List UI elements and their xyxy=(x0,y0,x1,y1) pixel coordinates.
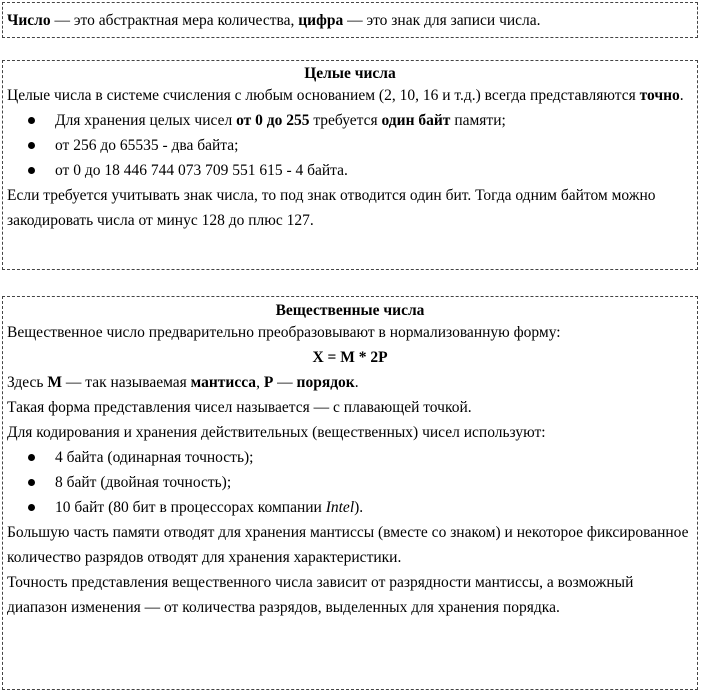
integers-list xyxy=(7,108,693,183)
reals-line1: Вещественное число предварительно преобразовывают в нормализованную форму: xyxy=(7,324,561,341)
list-item xyxy=(7,445,693,470)
item-emphasis: один байт xyxy=(381,112,451,129)
term-digit: цифра xyxy=(298,12,344,29)
reals-para2: Точность представления вещественного числа зависит от разрядности мантиссы, а возможный диапазон изменения — от количества разрядов, выделенных для хранения порядка. xyxy=(7,574,634,616)
item-text: 4 байта (одинарная точность); xyxy=(55,449,254,466)
item-text: от 0 до 18 446 744 073 709 551 615 - 4 байта. xyxy=(55,162,348,179)
list-item xyxy=(7,470,693,495)
line-emphasis: порядок xyxy=(296,374,355,391)
bullet-icon xyxy=(28,504,35,511)
item-text: от 256 до 65535 - два байта; xyxy=(55,137,239,154)
line-emphasis: P xyxy=(263,374,274,391)
list-item xyxy=(7,133,693,158)
intro-emphasis: точно xyxy=(639,87,680,104)
list-item xyxy=(7,108,693,133)
item-text: ). xyxy=(354,499,364,516)
item-text: памяти; xyxy=(450,112,506,129)
integers-title: Целые числа xyxy=(304,65,396,82)
bullet-icon xyxy=(28,454,35,461)
item-text: Для хранения целых чисел xyxy=(55,112,237,129)
reals-line4: Для кодирования и хранения действительных (вещественных) чисел используют: xyxy=(7,424,546,441)
definition-part: — это абстрактная мера количества, xyxy=(50,12,299,29)
item-emphasis: от 0 до 255 xyxy=(236,112,310,129)
line-text: — так называемая xyxy=(62,374,191,391)
item-text: 8 байт (двойная точность); xyxy=(55,474,232,491)
item-text: требуется xyxy=(309,112,382,129)
intro-text: . xyxy=(679,87,684,104)
reals-line2 xyxy=(7,370,693,395)
reals-line3: Такая форма представления чисел называется — с плавающей точкой. xyxy=(7,399,472,416)
reals-box xyxy=(2,296,698,690)
line-emphasis: M xyxy=(47,374,62,391)
definition-box xyxy=(2,2,698,38)
reals-para1: Большую часть памяти отводят для хранения мантиссы (вместе со знаком) и некоторое фиксированное количество разрядов отводят для хранения характеристики. xyxy=(7,524,689,566)
reals-formula: X = M * 2P xyxy=(312,349,388,366)
bullet-icon xyxy=(28,479,35,486)
item-italic: Intel xyxy=(325,499,355,516)
term-number: Число xyxy=(7,12,51,29)
reals-title: Вещественные числа xyxy=(275,302,425,319)
line-text: Здесь xyxy=(7,374,48,391)
intro-text: Целые числа в системе счисления с любым основанием (2, 10, 16 и т.д.) всегда представляются xyxy=(7,87,640,104)
line-emphasis: мантисса xyxy=(190,374,257,391)
bullet-icon xyxy=(28,117,35,124)
item-text: 10 байт (80 бит в процессорах компании xyxy=(55,499,326,516)
definition-text xyxy=(7,8,693,33)
line-text: . xyxy=(354,374,359,391)
bullet-icon xyxy=(28,142,35,149)
list-item xyxy=(7,158,693,183)
integers-note: Если требуется учитывать знак числа, то под знак отводится один бит. Тогда одним байтом можно закодировать числа от минус 128 до плюс 127. xyxy=(7,187,656,229)
list-item xyxy=(7,495,693,520)
reals-list xyxy=(7,445,693,520)
integers-intro xyxy=(7,83,693,108)
line-text: , xyxy=(256,374,264,391)
bullet-icon xyxy=(28,167,35,174)
integers-box xyxy=(2,60,698,270)
line-text: — xyxy=(273,374,297,391)
definition-part: — это знак для записи числа. xyxy=(343,12,541,29)
